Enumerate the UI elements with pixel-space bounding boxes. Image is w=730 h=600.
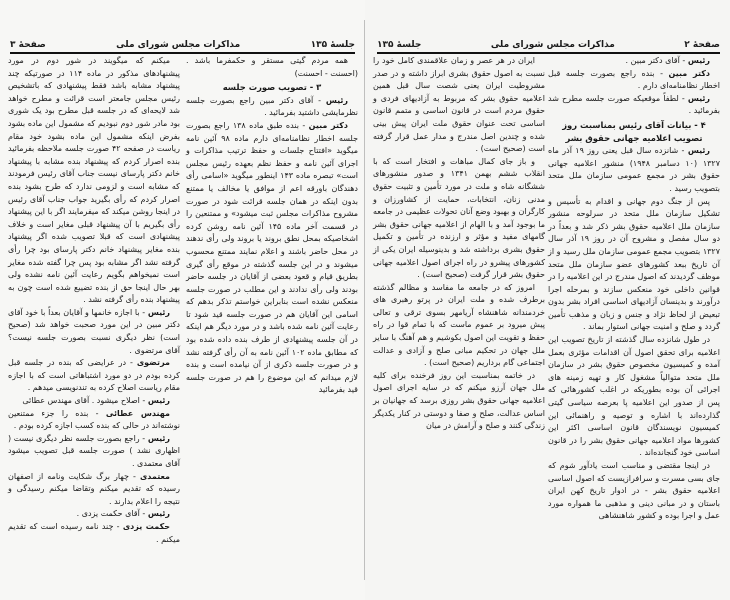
paragraph-text: - آقای دکتر مبین راجع بصورت جلسه نظرمایشی داشتید بفرمائید . [186, 95, 358, 118]
publication-title: مذاکرات مجلس شورای ملی [490, 40, 615, 50]
paragraph [8, 307, 180, 357]
paragraph-text: - آقای حکمت یزدی . [76, 509, 148, 519]
speaker-name: رئیس [687, 146, 710, 156]
paragraph [548, 55, 720, 68]
paragraph-text: - شانزده سال قبل یعنی روز ۱۹ آذر ماه ۱۳۲۷ (۱۰ دسامبر ۱۹۴۸) منشور اعلامیه جهانی حقوق بشر در مجمع عمومی سازمان ملل متحد بتصویب رسید . [548, 146, 721, 193]
text-column-left [8, 55, 180, 546]
paragraph-text: در اینجا مقتضی و مناسب است یادآور شوم که جای بسی مسرت و سرافرازیست که اصول اساسی اعلامیه حقوق بشر - در ادوار تاریخ کهن ایران باستان و در مبانی دینی و مذهبی ما همواره مورد عمل و اجرا بوده و کشور شاهنشاهی [548, 461, 720, 521]
paragraph-text: - بنده طبق ماده ۱۳۸ راجع بصورت جلسه اخطار نظامنامه‌ای دارم ماده ۹۸ آئین نامه میگوید «افتتاح جلسات و حفظ ترتیب مذاکرات و اجرای آئین نامه و حفظ نظم بعهده رئیس مجلس است» تبصره ماده ۱۴۳ اینطور میگوید «اسامی رأی دهندگان باورقه اعم از موافق یا مخالف یا ممتنع بدون اینکه در همان جلسه قرائت شود در صورت مشروح مذاکرات مجلس ثبت میشود» و ممتنعین را در قسمت آخر ماده ۱۴۵ آئین نامه روشن کرده اشخاصیکه بمحل نطق بروند یا بروند ولی رأی ندهند در محل حاضر باشند و اعلام نمایند ممتنع محسوب میشوند و در این جلسه گذشته در موقع رأی گیری بطریق قیام و قعود بعضی از آقایان در جلسه حاضر بودند ولی رأی ندادند و این مطلب در صورت جلسه منعکس نشده است بنابراین خواستم تذکر بدهم که اسامی این آقایان هم در صورت جلسه قید شود تا رعایت آئین نامه شده باشد و در مورد دیگر هم اینکه در آن جلسه پیشنهادی از طرف بنده داده شده بود که مطابق ماده ۱۰۲ آئین نامه به آن رأی گرفته نشد و در صورت جلسه ذکری از آن نیامده است و بنده لازم میدانم که این موضوع را هم در صورت جلسه قید بفرمائید [186, 120, 359, 395]
page-number: صفحهٔ ۳ [10, 40, 46, 50]
paragraph-text: - لطفاً موقعیکه صورت جلسه مطرح شد بفرمائید . [548, 93, 720, 116]
paragraph-text: ایران در هر عصر و زمان علاقمندی کامل خود را نسبت به اصول حقوق بشری ابراز داشته و در صدر مشروطیت ایران یعنی شصت سال قبل همین اعلامیه حقوق بشر که مربوط به آزادیهای فردی و حقوق مردم است در قانون اساسی و متمم قانون اساسی تحت عنوان حقوق ملت ایران پیش بینی شده و چندین اصل مندرج و مدار عمل قرار گرفته است (صحیح است) . [373, 56, 545, 154]
speaker-name: رئیس [687, 93, 710, 103]
paragraph [548, 196, 720, 335]
paragraph-text: - با اجازه خانمها و آقایان بعداً با خود آقای دکتر مبین در این مورد صحبت خواهد شد (صحیح است) نظر دیگری نسبت بصورت جلسه نیست؟ آقای مرتضوی . [8, 307, 180, 355]
paragraph [8, 508, 180, 521]
paragraph [186, 95, 358, 120]
speaker-name: دکتر مبین [308, 120, 348, 130]
paragraph [548, 93, 720, 118]
paragraph [548, 460, 720, 523]
speaker-name: رئیس [147, 433, 170, 443]
paragraph [373, 156, 545, 282]
section-heading: ۴ - بیانات آقای رئیس بمناسبت روز تصویب اعلامیه جهانی حقوق بشر [562, 119, 706, 143]
paragraph [186, 55, 358, 80]
paragraph [186, 120, 358, 397]
paragraph-text: امروز که در جامعه ما مفاسد و مظالم گذشته برطرف شده و ملت ایران در پرتو رهبری های خردمندانه شاهنشاه آریامهر بسوی ترقی و تعالی پیش میرود بر عموم ماست که با تمام قوا در راه حفظ و تقویت این اصول بکوشیم و هم آهنگ با سایر ملل جهان در تحکیم مبانی صلح و آزادی و عدالت اجتماعی گام برداریم (صحیح است) . [373, 282, 545, 368]
paragraph-text: - چهار برگ شکایت ونامه از اصفهان رسیده که تقدیم میکنم وتقاضا میکنم رسیدگی و نتیجه را اعلام بدارند . [8, 471, 180, 506]
paragraph [8, 357, 180, 395]
speaker-name: حکمت یزدی [122, 521, 171, 531]
paragraph [8, 55, 180, 307]
paragraph-text: - اصلاح میشود . آقای مهندس عطائی [22, 396, 148, 406]
page-header [10, 36, 355, 54]
paragraph-text: همه مردم گیتی مستقر و حکمفرما باشد . (احسنت - احسنت) [186, 56, 358, 78]
speaker-name: مهندس عطائی [105, 408, 170, 418]
paragraph [373, 370, 545, 433]
session-number: جلسهٔ ۱۳۵ [310, 40, 355, 50]
paragraph [8, 395, 180, 408]
page-number: صفحهٔ ۲ [684, 40, 720, 50]
paragraph-text: - بنده راجع بصورت جلسه قبل اخطار نظامنامه‌ای دارم . [548, 68, 720, 91]
paragraph [548, 334, 720, 460]
paragraph [8, 521, 180, 546]
right-page [365, 0, 730, 600]
speaker-name: دکتر مبین [668, 68, 710, 78]
publication-title: مذاکرات مجلس شورای ملی [116, 40, 241, 50]
speaker-name: رئیس [147, 509, 170, 519]
paragraph-text: در خاتمه بمناسبت این روز فرخنده برای کلیه ملل جهان آرزو میکنم که در سایه اجرای اصول اعلامیه جهانی حقوق بشر روزی برسد که جهانیان بر اساس عدالت، صلح و صفا و دوستی در کنار یکدیگر زندگی کنند و صلح و آرامش در میان [373, 370, 545, 431]
section-heading: ۳ - تصویب صورت جلسه [222, 82, 322, 93]
paragraph [548, 145, 720, 195]
paragraph-text: میکنم که میگویند در شور دوم در مورد پیشنهادهای مذکور در ماده ۱۱۴ در صورتیکه چند پیشنهاد مشابه باشد فقط پیشنهادی که باتشخیص رئیس مجلس جامعتر است قرائت و مطرح خواهد شد لایحه‌ای که در جلسه قبل مطرح بود یک شوری بود مادر شور دوم نبودیم که مشمول این ماده بشود بفرض اینکه مشمول این ماده بشود خود مقام ریاست در صفحه ۴۲ صورت جلسه ملاحظه بفرمائید بنده اصرار کردم که پیشنهاد بنده مشابه با پیشنهاد خانم دکتر پارسای نیست جناب آقای رئیس فرمودند که مشابه است و لزومی ندارد که طرح بشود بنده اصرار کردم که رأی بگیرید جواب جناب آقای رئیس در اینجا روشن میکند که میفرمایند اگر با این پیشنهاد رأی بگیریم با آن پیشنهاد قبلی مغایر است و خلاف پیشنهادی است که قبلا تصویب شده اگر پیشنهاد بنده مغایر پیشنهاد خانم دکتر پارسای بود چرا رأی گرفته نشد اگر مشابه بود پس چرا گفته شده مغایر است نمیخواهم بگویم رعایت آئین نامه نشده ولی بهر حال اینجا حق از بنده تضییع شده است چون به پیشنهاد بنده رأی گرفته نشد . [8, 56, 181, 305]
text-column-left [373, 55, 545, 433]
paragraph-text: - در عرایضی که بنده در جلسه قبل کرده بودم در دو مورد اشتباهاتی است که با اجازه مقام ریاست اصلاح کرده به تندنویسی میدهم . [8, 358, 180, 393]
paragraph-text: - آقای دکتر مبین . [625, 56, 688, 65]
paragraph [548, 68, 720, 93]
text-column-right [186, 55, 358, 397]
paragraph [373, 282, 545, 370]
speaker-name: رئیس [147, 396, 170, 406]
speaker-name: معتمدی [139, 471, 170, 481]
paragraph-text: - چند نامه رسیده است که تقدیم میکنم . [8, 521, 180, 544]
paragraph-text: پس از جنگ دوم جهانی و اقدام به تأسیس و تشکیل سازمان ملل متحد در سرلوحه منشور سازمان ملل اعلامیه حقوق بشر ذکر شد و بعداً در دو سال مفصل و مشروح آن در روز ۱۹ آذر سال ۱۳۲۷ بتصویب مجمع عمومی سازمان ملل رسید و از آن تاریخ ببعد کشورهای عضو سازمان ملل متحد موظف گردیدند که اصول مندرج در این اعلامیه را در قوانین داخلی خود منعکس سازند و بمرحله اجرا درآورند و بدینسان آزادیهای اساسی افراد بشر بدون تبعیض از لحاظ نژاد و جنس و زبان و مذهب تأمین گردد و صلح و امنیت جهانی استوار بماند . [548, 196, 720, 332]
session-number: جلسهٔ ۱۳۵ [377, 40, 422, 50]
speaker-name: رئیس [147, 307, 170, 317]
paragraph-text: و باز جای کمال مباهات و افتخار است که با انقلاب ششم بهمن ۱۳۴۱ و صدور منشورهای ششگانه شاه و ملت در مورد تأمین و تثبیت حقوق مدنی زنان، انتخابات، حمایت از کشاورزان و کارگران و بهبود وضع آنان تحولات عظیمی در جامعه ما بوجود آمد و با الهام از اعلامیه جهانی حقوق بشر گامهای مفید و مؤثر و ارزنده در تأمین و تکمیل حقوق بشری برداشته شد و بدینوسیله ایران یکی از کشورهای پیشرو در راه اجرای اصول اعلامیه جهانی حقوق بشر قرار گرفت (صحیح است) . [373, 156, 545, 280]
text-column-right [548, 55, 720, 523]
paragraph-text: - بنده را جزء ممتنعین نوشته‌اند در حالی که بنده کسب اجازه کرده بودم . [8, 408, 180, 431]
speaker-name: رئیس [687, 56, 710, 65]
page-header [377, 36, 720, 54]
paragraph-text: - راجع بصورت جلسه نظر دیگری نیست ( اظهاری نشد ) صورت جلسه قبل تصویب میشود آقای معتمدی . [8, 433, 180, 468]
paragraph [8, 408, 180, 433]
speaker-name: مرتضوی [136, 358, 170, 368]
speaker-name: رئیس [325, 95, 348, 105]
paragraph [8, 471, 180, 509]
paragraph-text: در طول شانزده سال گذشته از تاریخ تصویب این اعلامیه برای تحقق اصول آن اقدامات مؤثری بعمل آمده و کمیسیون مخصوص حقوق بشر در سازمان ملل متحد متوالیاً مشغول کار و تهیه زمینه های اجرائی آن بوده بطوریکه در اغلب کشورهائی که پس از صدور این اعلامیه پا بعرصه سیاسی گیتی گذارده‌اند با اشاره و توصیه و راهنمائی این کمیسیون نویسندگان قانون اساسی اکثر این کشورها مواد اعلامیه جهانی حقوق بشر را در قانون اساسی خود گنجانده‌اند . [548, 335, 720, 458]
paragraph [8, 433, 180, 471]
paragraph [373, 55, 545, 156]
